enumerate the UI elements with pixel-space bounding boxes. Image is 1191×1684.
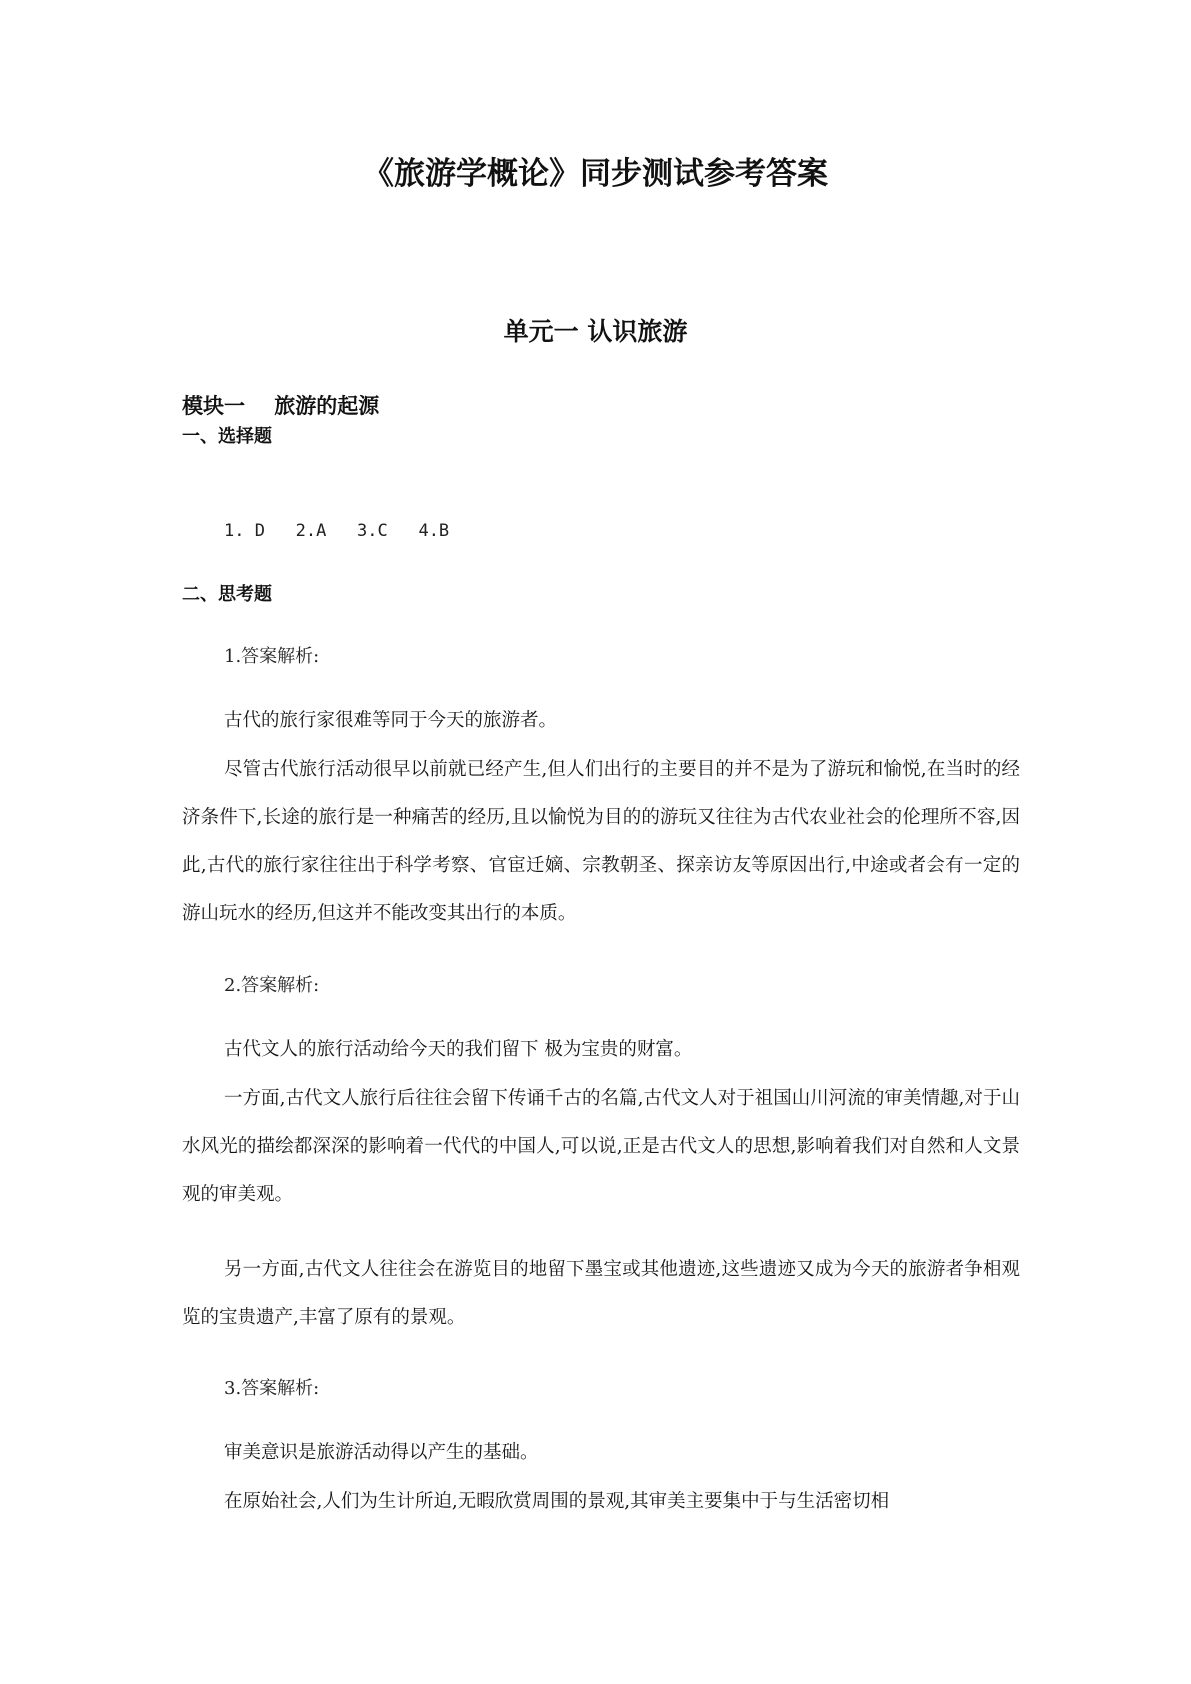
q3-paragraph-2: 在原始社会,人们为生计所迫,无暇欣赏周围的景观,其审美主要集中于与生活密切相 <box>224 1491 890 1512</box>
q1-paragraph-2: 尽管古代旅行活动很早以前就已经产生,但人们出行的主要目的并不是为了游玩和愉悦,在当时的经济条件下,长途的旅行是一种痛苦的经历,且以愉悦为目的的游玩又往往为古代农业社会的伦理所不容,因此,古代的旅行家往往出于科学考察、官宦迁嫡、宗教朝圣、探亲访友等原因出行,中途或者会有一定的游山玩水的经历,但这并不能改变其出行的本质。 <box>182 759 1020 924</box>
document-title: 《旅游学概论》同步测试参考答案 <box>363 156 828 192</box>
q3-paragraph-1: 审美意识是旅游活动得以产生的基础。 <box>224 1442 539 1463</box>
q1-paragraph-1: 古代的旅行家很难等同于今天的旅游者。 <box>224 710 558 731</box>
unit-title: 单元一 认识旅游 <box>503 317 688 346</box>
q2-paragraph-3: 另一方面,古代文人往往会在游览目的地留下墨宝或其他遗迹,这些遗迹又成为今天的旅游者争相观览的宝贵遗产,丰富了原有的景观。 <box>182 1259 1020 1328</box>
q1-label: 1.答案解析: <box>224 646 320 667</box>
section-heading-choice: 一、选择题 <box>182 426 272 447</box>
module-title: 模块一 旅游的起源 <box>182 394 380 418</box>
q2-paragraph-1: 古代文人的旅行活动给今天的我们留下 极为宝贵的财富。 <box>224 1039 693 1060</box>
q2-paragraph-2: 一方面,古代文人旅行后往往会留下传诵千古的名篇,古代文人对于祖国山川河流的审美情趣,对于山水风光的描绘都深深的影响着一代代的中国人,可以说,正是古代文人的思想,影响着我们对自然和人文景观的审美观。 <box>182 1088 1020 1205</box>
section-heading-thinking: 二、思考题 <box>182 584 272 605</box>
choice-answers: 1. D 2.A 3.C 4.B <box>224 521 450 541</box>
q3-label: 3.答案解析: <box>224 1378 320 1399</box>
q2-label: 2.答案解析: <box>224 975 320 996</box>
